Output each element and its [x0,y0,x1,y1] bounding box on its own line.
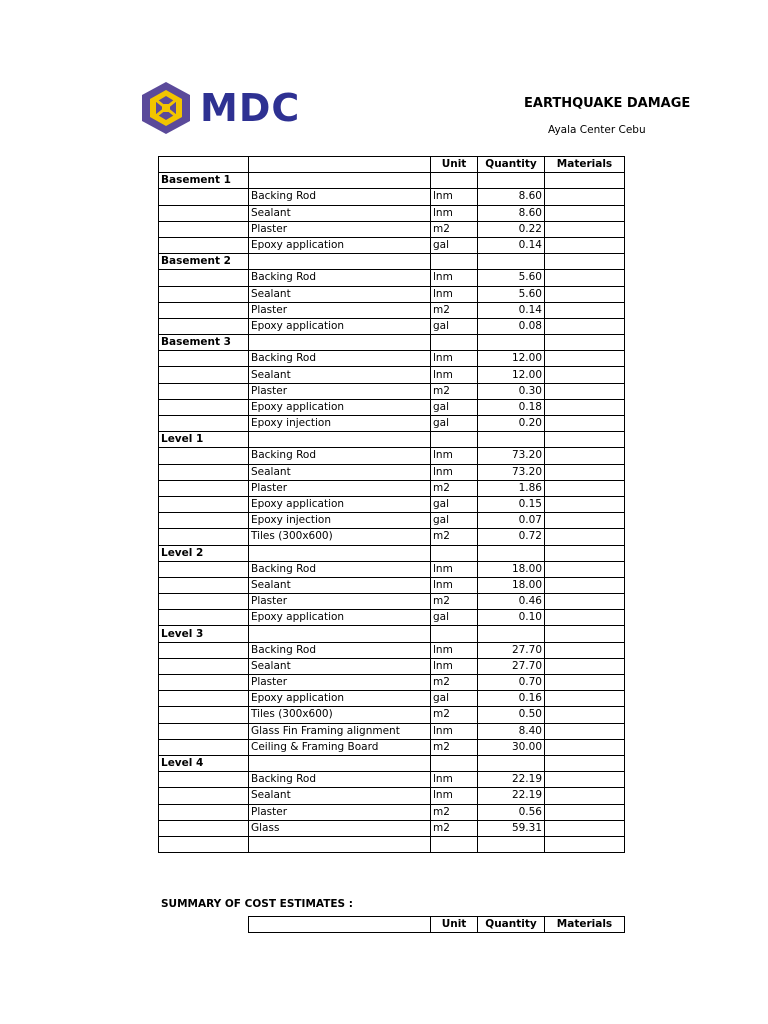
item-description: Backing Rod [249,772,431,788]
item-quantity: 30.00 [478,739,545,755]
item-unit: m2 [431,302,478,318]
table-row [159,610,625,626]
empty-cell [159,399,249,415]
empty-cell [431,432,478,448]
item-description: Epoxy application [249,399,431,415]
item-description: Sealant [249,464,431,480]
empty-cell [159,367,249,383]
table-row [159,399,625,415]
item-materials [545,205,625,221]
item-unit: lnm [431,205,478,221]
item-description: Plaster [249,675,431,691]
table-row [159,237,625,253]
section-name: Basement 2 [159,254,249,270]
item-materials [545,691,625,707]
table-row [159,788,625,804]
item-materials [545,723,625,739]
document-title: EARTHQUAKE DAMAGE [524,96,691,111]
empty-row [159,836,625,852]
item-materials [545,221,625,237]
item-materials [545,513,625,529]
item-unit: lnm [431,448,478,464]
item-description: Plaster [249,804,431,820]
empty-cell [545,755,625,771]
empty-cell [159,383,249,399]
empty-cell [159,416,249,432]
empty-cell [478,626,545,642]
item-quantity: 0.08 [478,318,545,334]
item-unit: lnm [431,642,478,658]
item-quantity: 18.00 [478,561,545,577]
empty-cell [431,836,478,852]
item-description: Ceiling & Framing Board [249,739,431,755]
item-description: Sealant [249,577,431,593]
item-quantity: 27.70 [478,658,545,674]
table-row [159,642,625,658]
item-quantity: 0.20 [478,416,545,432]
empty-cell [159,642,249,658]
empty-cell [159,723,249,739]
item-unit: lnm [431,723,478,739]
item-quantity: 0.07 [478,513,545,529]
section-row [159,432,625,448]
table-row [159,577,625,593]
item-unit: gal [431,513,478,529]
empty-cell [545,836,625,852]
item-materials [545,820,625,836]
table-header-cell: Quantity [478,157,545,173]
table-row [159,739,625,755]
empty-cell [159,513,249,529]
table-row [159,772,625,788]
item-quantity: 0.15 [478,496,545,512]
empty-cell [159,820,249,836]
empty-cell [159,496,249,512]
table-row [159,221,625,237]
item-materials [545,448,625,464]
item-unit: lnm [431,561,478,577]
summary-header-cell: Materials [545,917,625,933]
empty-cell [159,577,249,593]
item-materials [545,642,625,658]
item-unit: m2 [431,529,478,545]
item-materials [545,675,625,691]
item-description: Backing Rod [249,270,431,286]
item-materials [545,189,625,205]
item-quantity: 0.70 [478,675,545,691]
item-materials [545,416,625,432]
item-materials [545,707,625,723]
item-description: Sealant [249,788,431,804]
summary-table [248,916,625,933]
table-row [159,351,625,367]
empty-cell [159,691,249,707]
table-row [159,675,625,691]
table-row [159,464,625,480]
empty-cell [545,254,625,270]
item-quantity: 0.50 [478,707,545,723]
table-row [159,804,625,820]
empty-cell [478,335,545,351]
empty-cell [159,480,249,496]
empty-cell [249,173,431,189]
empty-cell [431,254,478,270]
empty-cell [159,464,249,480]
empty-cell [249,335,431,351]
item-unit: m2 [431,739,478,755]
summary-header-cell: Quantity [478,917,545,933]
item-unit: m2 [431,383,478,399]
item-materials [545,658,625,674]
item-description: Plaster [249,383,431,399]
section-name: Basement 1 [159,173,249,189]
document-subtitle: Ayala Center Cebu [548,124,646,136]
empty-cell [431,626,478,642]
table-row [159,691,625,707]
empty-cell [159,836,249,852]
item-unit: gal [431,237,478,253]
table-row [159,707,625,723]
item-unit: gal [431,318,478,334]
empty-cell [249,432,431,448]
item-quantity: 0.14 [478,237,545,253]
item-quantity: 27.70 [478,642,545,658]
table-row [159,416,625,432]
mdc-logo-icon [138,80,194,136]
item-materials [545,739,625,755]
section-row [159,545,625,561]
summary-header-cell: Unit [431,917,478,933]
item-unit: gal [431,610,478,626]
empty-cell [431,335,478,351]
item-unit: lnm [431,658,478,674]
item-materials [545,480,625,496]
empty-cell [431,755,478,771]
empty-cell [159,804,249,820]
quantity-table [158,156,625,853]
item-materials [545,610,625,626]
item-materials [545,594,625,610]
item-description: Epoxy application [249,237,431,253]
table-row [159,496,625,512]
item-description: Epoxy injection [249,416,431,432]
empty-cell [159,318,249,334]
empty-cell [159,237,249,253]
item-description: Epoxy injection [249,513,431,529]
item-unit: lnm [431,351,478,367]
empty-cell [249,254,431,270]
item-materials [545,772,625,788]
section-row [159,755,625,771]
item-unit: m2 [431,594,478,610]
item-description: Backing Rod [249,642,431,658]
item-materials [545,496,625,512]
item-quantity: 22.19 [478,772,545,788]
summary-header-row [249,917,625,933]
item-quantity: 18.00 [478,577,545,593]
empty-cell [159,529,249,545]
item-description: Epoxy application [249,496,431,512]
empty-cell [159,561,249,577]
empty-cell [159,594,249,610]
item-description: Backing Rod [249,448,431,464]
empty-cell [478,432,545,448]
section-name: Level 2 [159,545,249,561]
item-unit: lnm [431,464,478,480]
item-description: Glass Fin Framing alignment [249,723,431,739]
item-quantity: 0.46 [478,594,545,610]
table-row [159,205,625,221]
item-description: Backing Rod [249,351,431,367]
section-row [159,626,625,642]
empty-cell [249,755,431,771]
item-materials [545,302,625,318]
table-row [159,189,625,205]
item-description: Plaster [249,221,431,237]
empty-cell [545,335,625,351]
item-quantity: 0.10 [478,610,545,626]
empty-cell [545,626,625,642]
item-description: Sealant [249,286,431,302]
item-quantity: 5.60 [478,286,545,302]
table-header-cell: Unit [431,157,478,173]
table-row [159,529,625,545]
item-description: Plaster [249,594,431,610]
item-materials [545,399,625,415]
item-unit: m2 [431,804,478,820]
item-description: Glass [249,820,431,836]
item-unit: m2 [431,707,478,723]
item-materials [545,577,625,593]
item-quantity: 0.30 [478,383,545,399]
item-description: Sealant [249,658,431,674]
item-materials [545,529,625,545]
table-row [159,383,625,399]
item-quantity: 73.20 [478,448,545,464]
item-materials [545,318,625,334]
item-unit: lnm [431,270,478,286]
section-row [159,173,625,189]
item-quantity: 0.18 [478,399,545,415]
item-materials [545,367,625,383]
item-description: Epoxy application [249,691,431,707]
table-row [159,820,625,836]
item-quantity: 73.20 [478,464,545,480]
empty-cell [249,836,431,852]
table-row [159,658,625,674]
item-unit: gal [431,416,478,432]
item-description: Sealant [249,205,431,221]
item-unit: lnm [431,788,478,804]
section-name: Level 1 [159,432,249,448]
item-materials [545,383,625,399]
section-name: Basement 3 [159,335,249,351]
table-row [159,723,625,739]
item-description: Epoxy application [249,318,431,334]
table-row [159,513,625,529]
table-row [159,448,625,464]
empty-cell [159,707,249,723]
empty-cell [478,173,545,189]
empty-cell [159,658,249,674]
summary-title: SUMMARY OF COST ESTIMATES : [161,898,353,910]
item-quantity: 5.60 [478,270,545,286]
empty-cell [545,432,625,448]
item-unit: m2 [431,675,478,691]
table-row [159,561,625,577]
empty-cell [159,351,249,367]
empty-cell [159,448,249,464]
summary-header-cell [249,917,431,933]
empty-cell [159,788,249,804]
item-quantity: 12.00 [478,367,545,383]
empty-cell [431,545,478,561]
empty-cell [159,221,249,237]
item-quantity: 12.00 [478,351,545,367]
table-header-cell: Materials [545,157,625,173]
empty-cell [159,610,249,626]
item-quantity: 0.56 [478,804,545,820]
empty-cell [159,675,249,691]
table-header-cell [159,157,249,173]
item-unit: gal [431,496,478,512]
table-row [159,270,625,286]
empty-cell [159,739,249,755]
item-description: Sealant [249,367,431,383]
item-quantity: 0.16 [478,691,545,707]
table-header-cell [249,157,431,173]
item-materials [545,286,625,302]
table-row [159,480,625,496]
empty-cell [478,254,545,270]
item-materials [545,464,625,480]
empty-cell [545,545,625,561]
item-quantity: 8.60 [478,205,545,221]
item-description: Plaster [249,302,431,318]
item-unit: gal [431,691,478,707]
item-materials [545,561,625,577]
item-materials [545,351,625,367]
item-quantity: 8.40 [478,723,545,739]
item-unit: lnm [431,189,478,205]
item-description: Tiles (300x600) [249,529,431,545]
item-materials [545,788,625,804]
item-unit: lnm [431,577,478,593]
table-header-row [159,157,625,173]
empty-cell [249,626,431,642]
table-row [159,286,625,302]
logo-wordmark: MDC [200,86,301,130]
empty-cell [159,772,249,788]
item-quantity: 0.72 [478,529,545,545]
item-description: Epoxy application [249,610,431,626]
item-unit: m2 [431,221,478,237]
table-row [159,318,625,334]
item-unit: lnm [431,367,478,383]
item-quantity: 1.86 [478,480,545,496]
table-row [159,367,625,383]
item-quantity: 0.14 [478,302,545,318]
table-row [159,594,625,610]
item-description: Backing Rod [249,561,431,577]
empty-cell [159,286,249,302]
company-logo [138,80,313,136]
empty-cell [249,545,431,561]
empty-cell [159,270,249,286]
item-unit: gal [431,399,478,415]
empty-cell [159,205,249,221]
section-row [159,254,625,270]
item-description: Tiles (300x600) [249,707,431,723]
item-materials [545,804,625,820]
item-quantity: 0.22 [478,221,545,237]
table-row [159,302,625,318]
item-materials [545,237,625,253]
empty-cell [478,836,545,852]
empty-cell [159,189,249,205]
item-unit: m2 [431,820,478,836]
empty-cell [478,545,545,561]
item-description: Backing Rod [249,189,431,205]
item-quantity: 8.60 [478,189,545,205]
item-unit: m2 [431,480,478,496]
empty-cell [431,173,478,189]
item-quantity: 22.19 [478,788,545,804]
section-row [159,335,625,351]
empty-cell [159,302,249,318]
empty-cell [545,173,625,189]
empty-cell [478,755,545,771]
item-description: Plaster [249,480,431,496]
section-name: Level 4 [159,755,249,771]
item-unit: lnm [431,286,478,302]
item-quantity: 59.31 [478,820,545,836]
item-unit: lnm [431,772,478,788]
section-name: Level 3 [159,626,249,642]
item-materials [545,270,625,286]
